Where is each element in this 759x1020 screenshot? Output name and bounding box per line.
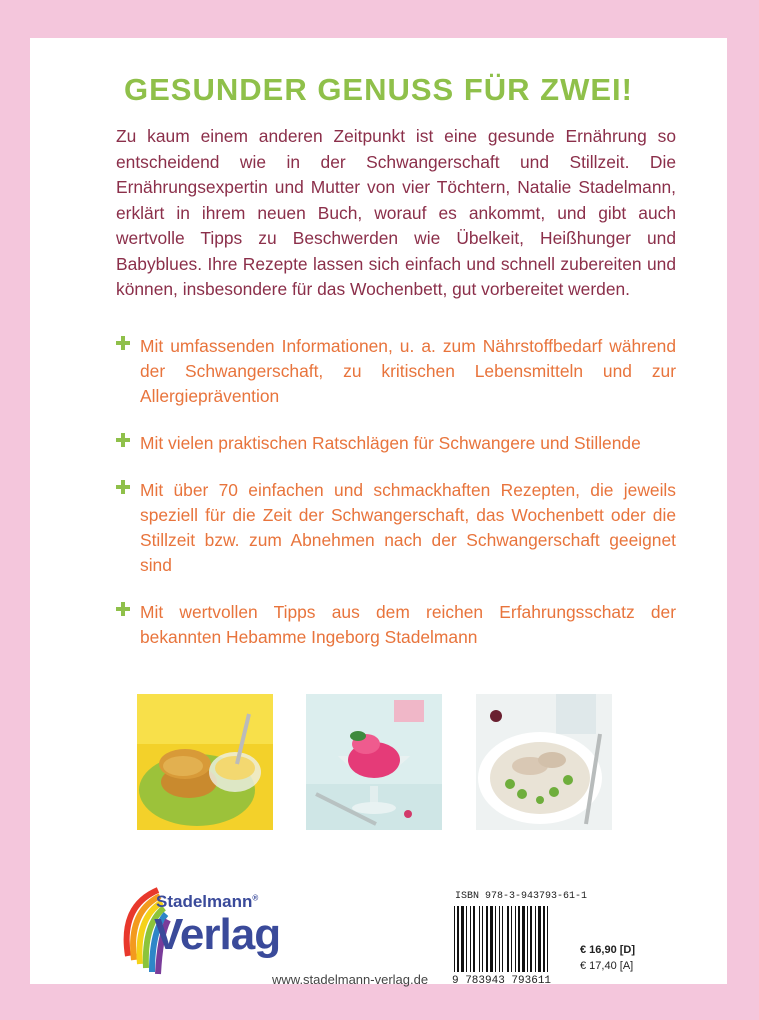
publisher-url[interactable]: www.stadelmann-verlag.de [272,972,429,987]
list-item: Mit über 70 einfachen und schmackhaften Rezepten, die jeweils speziell für die Zeit der Schwangerschaft, das Wochenbett oder die Stillzeit bzw. zum Abnehmen nach der Schwangerschaft geeignet sind [116,478,676,578]
photo-salad [476,694,612,830]
plus-icon [116,480,130,494]
plus-icon [116,602,130,616]
plus-icon [116,433,130,447]
barcode [452,906,567,976]
intro-text: Zu kaum einem anderen Zeitpunkt ist eine gesunde Ernährung so entscheidend wie in der Schwangerschaft und Stillzeit. Die Ernährungsexpertin und Mutter von vier Töchtern, Natalie Stadelmann, erklärt in ihrem neuen Buch, worauf es ankommt, und gibt auch wertvolle Tipps zu Beschwerden wie Übelkeit, Heißhunger und Babyblues. Ihre Rezepte lassen sich einfach und schnell zubereiten und können, insbesondere für das Wochenbett, gut vorbereitet werden. [116,126,676,299]
list-item: Mit umfassenden Informationen, u. a. zum Nährstoffbedarf während der Schwangerschaft, zu kritischen Lebensmitteln und zur Allergieprävention [116,334,676,409]
logo-wordmark-big: Verlag [154,910,281,959]
back-cover [30,38,727,987]
headline: GESUNDER GENUSS FÜR ZWEI! [124,72,633,107]
plus-icon [116,336,130,350]
list-item: Mit vielen praktischen Ratschlägen für Schwangere und Stillende [116,431,676,456]
feature-list [116,334,676,672]
isbn: ISBN 978-3-943793-61-1 [455,891,588,902]
price-de: € 16,90 [D] [580,944,636,956]
price-at: € 17,40 [A] [580,960,634,972]
logo-wordmark-small: Stadelmann® [156,892,259,911]
list-item: Mit wertvollen Tipps aus dem reichen Erfahrungsschatz der bekannten Hebamme Ingeborg Stadelmann [116,600,676,650]
photo-ice-cream [306,694,442,830]
barcode-number: 9 783943 793611 [452,975,552,987]
photo-roesti [137,694,273,830]
publisher-logo [118,886,288,976]
